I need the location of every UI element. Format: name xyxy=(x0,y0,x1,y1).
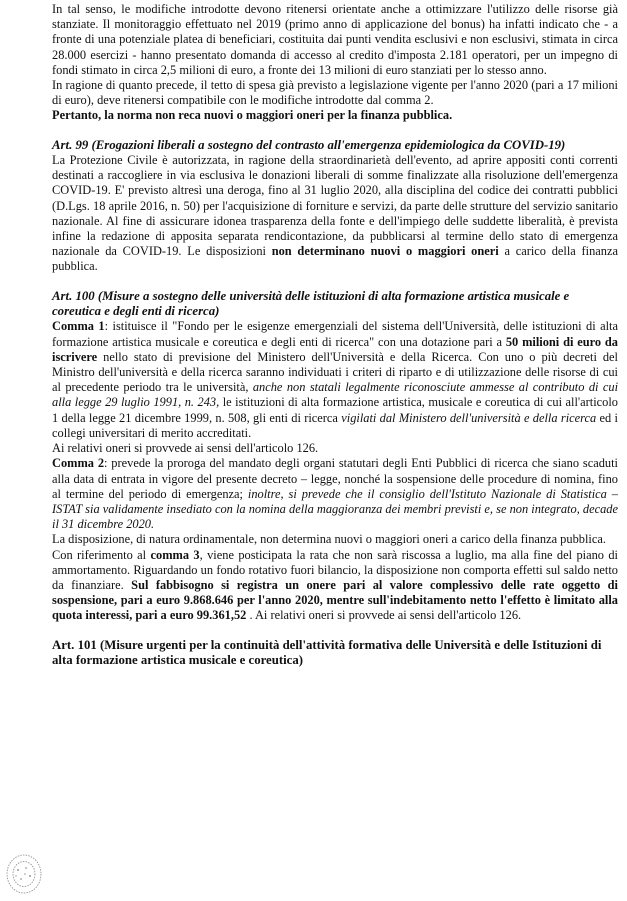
art100-comma1 xyxy=(52,319,618,441)
art99-body-bold: non determinano nuovi o maggiori oneri xyxy=(271,244,499,259)
comma3-label: comma 3 xyxy=(150,547,200,562)
comma2-label: Comma 2 xyxy=(52,456,105,471)
art99-body-text-b: a carico della finanza pubblica. xyxy=(52,244,618,274)
stamp-seal-icon xyxy=(4,852,44,896)
comma1-text-c: le istituzioni di alta formazione artistica, musicale e coreutica di cui all'articolo 1 della legge 21 dicembre 1999, n. 508, gli enti di ricerca xyxy=(52,395,618,425)
comma1-bold: 50 milioni di euro da iscrivere xyxy=(52,334,618,364)
comma1-label: Comma 1 xyxy=(52,319,105,334)
comma2-disposizione: La disposizione, di natura ordinamentale, non determina nuovi o maggiori oneri a carico della finanza pubblica. xyxy=(52,532,606,547)
comma3-text-c: . Ai relativi oneri si provvede ai sensi dell'articolo 126. xyxy=(246,608,522,623)
comma1-text-a: : istituisce il "Fondo per le esigenze emergenziali del sistema dell'Università, delle istituzioni di alta formazione artistica musicale e coreutica e degli enti di ricerca" con una dotazione pari a xyxy=(52,319,619,349)
art99-body-text-a: La Protezione Civile è autorizzata, in ragione della straordinarietà dell'evento, ad aprire appositi conti correnti destinati a raccogliere in via esclusiva le donazioni liberali di somme finalizzate alla risoluzione dell'emergenza COVID-19. E' previsto altresì una deroga, fino al 31 luglio 2020, alla disciplina del codice dei contratti pubblici (D.Lgs. 18 aprile 2016, n. 50) per l'acquisizione di forniture e servizi, da parte delle strutture del servizio sanitario nazionale. Al fine di assicurare idonea trasparenza della fonte e dell'impiego delle suddette liberalità, è prevista infine la redazione di apposita separata rendicontazione, da pubblicarsi al termine dello stato di emergenza nazionale da COVID-19. Le disposizioni xyxy=(52,153,618,259)
intro-paragraph-1: In tal senso, le modifiche introdotte devono ritenersi orientate anche a ottimizzare l'utilizzo delle risorse già stanziate. Il monitoraggio effettuato nel 2019 (primo anno di applicazione del bonus) ha infatti indicato che - a fronte di una potenziale platea di beneficiari, costituita dai punti vendita esclusivi e non esclusivi, stimata in circa 28.000 esercizi - hanno presentato domanda di accesso al credito d'imposta 2.181 operatori, per un impegno di fondi stimato in circa 2,5 milioni di euro, a fronte dei 13 milioni di euro stanziati per lo stesso anno. xyxy=(52,2,618,77)
art101-title: Art. 101 (Misure urgenti per la continuità dell'attività formativa delle Università e delle Istituzioni di alta formazione artistica musicale e coreutica) xyxy=(52,637,602,667)
art100-comma3 xyxy=(52,548,618,624)
comma1-oneri: Ai relativi oneri si provvede ai sensi dell'articolo 126. xyxy=(52,441,319,456)
intro-conclusion: Pertanto, la norma non reca nuovi o maggiori oneri per la finanza pubblica. xyxy=(52,108,453,123)
comma3-text-b: , viene posticipata la rata che non sarà riscossa a luglio, ma alla fine del piano di ammortamento. Riguardando un fondo rotativo fuori bilancio, la disposizione non comporta effetti sul saldo netto da finanziare. xyxy=(52,547,618,592)
comma2-text-a: : prevede la proroga del mandato degli organi statutari degli Enti Pubblici di ricerca che siano scaduti alla data di entrata in vigore del presente decreto – legge, nonché la sospensione delle procedure di nomina, fino al termine del periodo di emergenza; xyxy=(52,456,618,501)
comma1-text-b: nello stato di previsione del Ministero dell'Università e della Ricerca. Con uno o più decreti del Ministro dell'università e della ricerca saranno individuati i criteri di riparto e di utilizzazione delle risorse di cui al precedente periodo tra le università, xyxy=(52,349,618,395)
art100-comma2 xyxy=(52,456,618,532)
comma2-italic: inoltre, si prevede che il consiglio dell'Istituto Nazionale di Statistica – ISTAT sia validamente insediato con la nomina della maggioranza dei membri previsti e, se non integrato, decade il 31 dicembre 2020. xyxy=(52,486,618,532)
art99-body xyxy=(52,153,618,275)
document-page xyxy=(52,2,618,668)
comma1-italic-1: anche non statali legalmente riconosciute ammesse al contributo di cui alla legge 29 luglio 1991, n. 243, xyxy=(52,380,619,410)
comma3-bold: Sul fabbisogno si registra un onere pari al valore complessivo delle rate oggetto di sospensione, pari a euro 9.868.646 per l'anno 2020, mentre sull'indebitamento netto l'effetto è limitato alla quota interessi, pari a euro 99.361,52 xyxy=(52,577,618,623)
comma1-italic-2: vigilati dal Ministero dell'università e della ricerca xyxy=(341,410,597,425)
comma1-text-d: ed i collegi universitari di merito accreditati. xyxy=(52,410,618,440)
comma3-text-a: Con riferimento al xyxy=(52,547,151,562)
art100-title: Art. 100 (Misure a sostegno delle università delle istituzioni di alta formazione artistica musicale e coreutica e degli enti di ricerca) xyxy=(52,288,570,319)
intro-paragraph-2: In ragione di quanto precede, il tetto di spesa già previsto a legislazione vigente per l'anno 2020 (pari a 17 milioni di euro), deve ritenersi compatibile con le modifiche introdotte dal comma 2. xyxy=(52,78,618,108)
art99-title: Art. 99 (Erogazioni liberali a sostegno del contrasto all'emergenza epidemiologica da COVID-19) xyxy=(52,137,566,152)
